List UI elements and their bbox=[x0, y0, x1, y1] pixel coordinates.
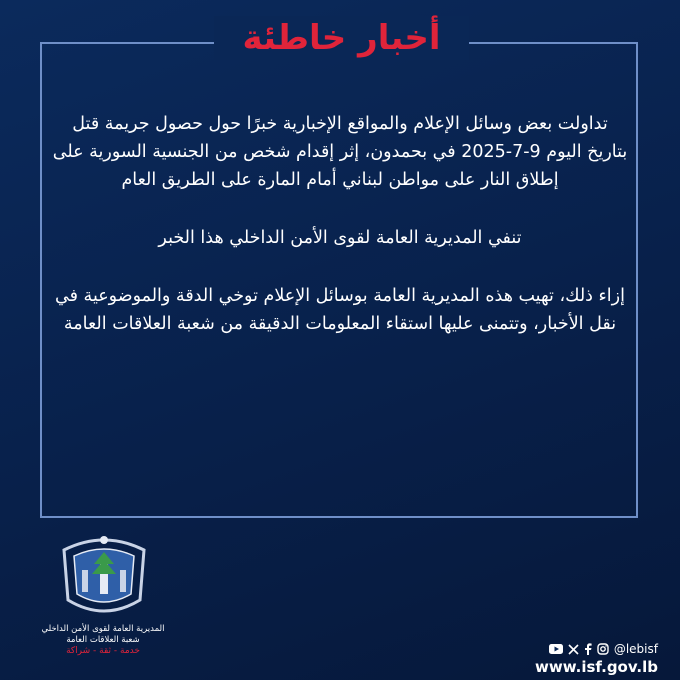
website-link[interactable]: www.isf.gov.lb bbox=[535, 658, 658, 676]
paragraph-claim: تداولت بعض وسائل الإعلام والمواقع الإخبارية خبرًا حول حصول جريمة قتل بتاريخ اليوم 9-7-2025 في بحمدون، إثر إقدام شخص من الجنسية السورية على إطلاق النار على مواطن لبناني أمام المارة على الطريق العام bbox=[52, 114, 628, 190]
org-motto: خدمة - ثقة - شراكة bbox=[66, 646, 140, 656]
org-name: المديرية العامة لقوى الأمن الداخلي bbox=[41, 624, 165, 634]
instagram-icon[interactable] bbox=[597, 643, 609, 655]
social-handle[interactable]: @lebisf bbox=[613, 642, 658, 656]
statement-body bbox=[50, 110, 630, 338]
facebook-icon[interactable] bbox=[584, 643, 592, 655]
paragraph-denial: تنفي المديرية العامة لقوى الأمن الداخلي هذا الخبر bbox=[158, 228, 522, 248]
isf-emblem-icon bbox=[56, 530, 152, 622]
paragraph-appeal: إزاء ذلك، تهيب هذه المديرية العامة بوسائل الإعلام توخي الدقة والموضوعية في نقل الأخبار، وتتمنى عليها استقاء المعلومات الدقيقة من شعبة العلاقات العامة bbox=[55, 286, 625, 334]
social-links bbox=[535, 642, 658, 656]
org-division: شعبة العلاقات العامة bbox=[66, 635, 140, 645]
page-title: أخبار خاطئة bbox=[242, 18, 441, 58]
title-bar bbox=[214, 16, 469, 60]
youtube-icon[interactable] bbox=[549, 644, 563, 654]
footer-contact bbox=[535, 642, 658, 676]
x-icon[interactable] bbox=[568, 644, 579, 655]
org-signature bbox=[28, 624, 178, 657]
